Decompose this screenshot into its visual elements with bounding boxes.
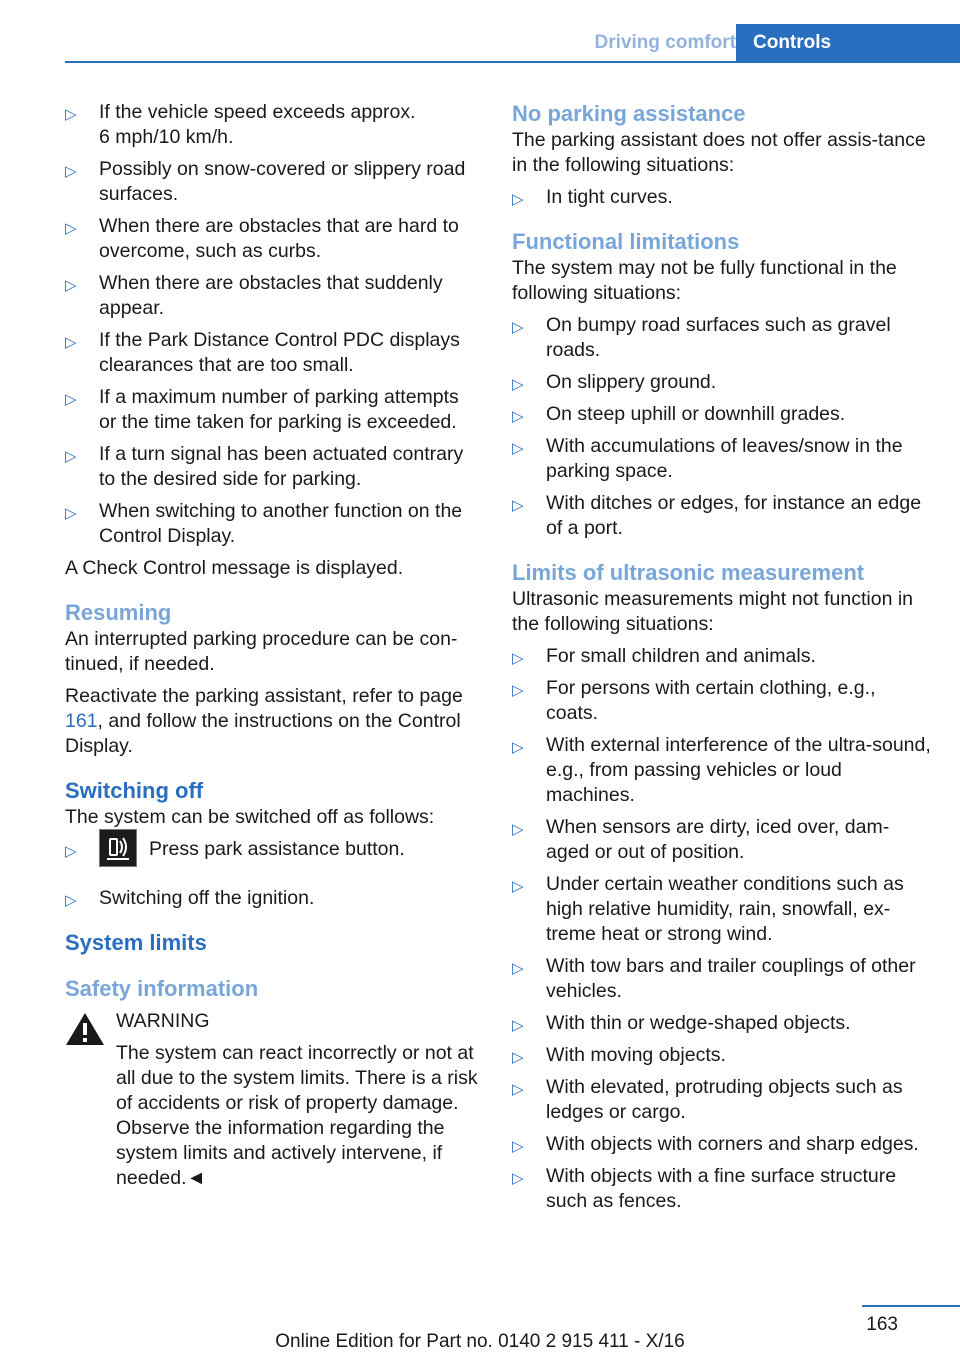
warning-triangle-icon <box>65 1011 105 1047</box>
list-item-text: With accumulations of leaves/snow in the parking space. <box>546 435 903 482</box>
warning-text <box>116 1041 479 1191</box>
right-column <box>512 100 932 1221</box>
list-item <box>65 328 479 378</box>
list-item-text: If a maximum number of parking attempts or the time taken for parking is exceeded. <box>99 386 459 433</box>
footer-rule <box>862 1305 960 1307</box>
triangle-right-icon: ▷ <box>512 408 524 425</box>
edition-footer: Online Edition for Part no. 0140 2 915 411 - X/16 <box>275 1331 685 1352</box>
resuming-text: An interrupted parking procedure can be con‐tinued, if needed. <box>65 628 458 675</box>
warning-block <box>65 1009 479 1191</box>
triangle-right-icon: ▷ <box>65 892 77 909</box>
list-item-text: When sensors are dirty, iced over, dam‐aged or out of position. <box>546 816 890 863</box>
list-item <box>512 402 932 427</box>
list-item <box>65 499 479 549</box>
triangle-right-icon: ▷ <box>512 440 524 457</box>
list-item-text: With elevated, protruding objects such as ledges or cargo. <box>546 1076 903 1123</box>
list-item <box>512 313 932 363</box>
list-item-text: If a turn signal has been actuated contrary to the desired side for parking. <box>99 443 464 490</box>
reactivate-text <box>65 684 479 759</box>
triangle-right-icon: ▷ <box>512 650 524 667</box>
left-column <box>65 100 479 1198</box>
list-item <box>512 185 932 210</box>
triangle-right-icon: ▷ <box>512 739 524 756</box>
list-item-text: On steep uphill or downhill grades. <box>546 403 846 425</box>
no-assist-intro: The parking assistant does not offer assis‐tance in the following situations: <box>512 129 926 176</box>
resuming-heading: Resuming <box>65 600 172 625</box>
list-item <box>65 442 479 492</box>
list-item-text: For persons with certain clothing, e.g., coats. <box>546 677 876 724</box>
cancel-conditions-list <box>65 100 479 549</box>
list-item <box>512 1011 932 1036</box>
triangle-right-icon: ▷ <box>65 391 77 408</box>
list-item <box>65 157 479 207</box>
section-title: Driving comfort <box>594 32 736 53</box>
list-item-text: With thin or wedge-shaped objects. <box>546 1012 851 1034</box>
park-assist-button-icon <box>99 829 137 867</box>
reactivate-text-before: Reactivate the parking assistant, refer to page <box>65 685 463 707</box>
warning-label: WARNING <box>116 1010 210 1032</box>
list-item <box>65 100 479 150</box>
triangle-right-icon: ▷ <box>512 497 524 514</box>
safety-heading: Safety information <box>65 976 259 1001</box>
list-item <box>512 954 932 1004</box>
list-item-text: Switching off the ignition. <box>99 887 315 909</box>
list-item <box>512 434 932 484</box>
system-limits-heading: System limits <box>65 930 207 955</box>
list-item <box>512 1075 932 1125</box>
list-item-text: If the vehicle speed exceeds approx. 6 mph/10 km/h. <box>99 101 416 148</box>
list-item-text: With external interference of the ultra‐sound, e.g., from passing vehicles or loud machines. <box>546 734 931 806</box>
triangle-right-icon: ▷ <box>512 1017 524 1034</box>
list-item <box>65 837 479 879</box>
ultrasonic-heading: Limits of ultrasonic measurement <box>512 560 865 585</box>
list-item-text: With objects with a fine surface structure such as fences. <box>546 1165 897 1212</box>
page-number: 163 <box>866 1314 898 1335</box>
list-item-text: On slippery ground. <box>546 371 717 393</box>
ultrasonic-list <box>512 644 932 1214</box>
triangle-right-icon: ▷ <box>512 376 524 393</box>
list-item-text: For small children and animals. <box>546 645 816 667</box>
triangle-right-icon: ▷ <box>512 1081 524 1098</box>
triangle-right-icon: ▷ <box>512 960 524 977</box>
list-item-text: If the Park Distance Control PDC displays clearances that are too small. <box>99 329 460 376</box>
header-rule <box>65 61 960 63</box>
triangle-right-icon: ▷ <box>65 334 77 351</box>
chapter-tab[interactable]: Controls <box>736 24 960 61</box>
list-item <box>512 1043 932 1068</box>
switching-off-heading: Switching off <box>65 778 204 803</box>
list-item-text: With ditches or edges, for instance an edge of a port. <box>546 492 922 539</box>
check-control-text: A Check Control message is displayed. <box>65 557 404 579</box>
triangle-right-icon: ▷ <box>512 191 524 208</box>
functional-intro: The system may not be fully functional in the following situations: <box>512 257 897 304</box>
list-item <box>65 385 479 435</box>
list-item-text: On bumpy road surfaces such as gravel roads. <box>546 314 891 361</box>
no-assist-list <box>512 185 932 210</box>
list-item <box>512 1132 932 1157</box>
triangle-right-icon: ▷ <box>65 106 77 123</box>
triangle-right-icon: ▷ <box>65 163 77 180</box>
list-item <box>65 214 479 264</box>
reactivate-text-after: , and follow the instructions on the Control Display. <box>65 710 461 757</box>
triangle-right-icon: ▷ <box>512 821 524 838</box>
functional-list <box>512 313 932 541</box>
triangle-right-icon: ▷ <box>512 319 524 336</box>
list-item <box>512 491 932 541</box>
button-instruction: Press park assistance button. <box>149 838 405 860</box>
triangle-right-icon: ▷ <box>512 878 524 895</box>
list-item-text: With objects with corners and sharp edges. <box>546 1133 919 1155</box>
list-item-text: With tow bars and trailer couplings of other vehicles. <box>546 955 916 1002</box>
triangle-right-icon: ▷ <box>512 1049 524 1066</box>
list-item-text: In tight curves. <box>546 186 673 208</box>
triangle-right-icon: ▷ <box>65 505 77 522</box>
triangle-right-icon: ▷ <box>65 277 77 294</box>
no-assist-heading: No parking assistance <box>512 101 746 126</box>
list-item <box>512 370 932 395</box>
list-item <box>65 886 479 911</box>
list-item <box>512 733 932 808</box>
list-item-text: Possibly on snow-covered or slippery road surfaces. <box>99 158 466 205</box>
triangle-right-icon: ▷ <box>65 220 77 237</box>
page-link[interactable]: 161 <box>65 710 98 732</box>
warning-text-body: The system can react incorrectly or not at all due to the system limits. There is a risk of accidents or risk of property damage. Observe the information regarding the system limits and actively intervene, if needed.◄ <box>116 1042 478 1189</box>
list-item <box>512 872 932 947</box>
list-item <box>65 271 479 321</box>
functional-heading: Functional limitations <box>512 229 740 254</box>
triangle-right-icon: ▷ <box>512 1170 524 1187</box>
triangle-right-icon: ▷ <box>65 843 77 860</box>
triangle-right-icon: ▷ <box>512 1138 524 1155</box>
list-item <box>512 644 932 669</box>
switching-off-list <box>65 837 479 911</box>
switching-off-intro: The system can be switched off as follows: <box>65 806 435 828</box>
list-item-text: When there are obstacles that are hard to overcome, such as curbs. <box>99 215 459 262</box>
list-item <box>512 1164 932 1214</box>
ultrasonic-intro: Ultrasonic measurements might not function in the following situations: <box>512 588 914 635</box>
list-item-text: Under certain weather conditions such as high relative humidity, rain, snowfall, ex‐treme heat or strong wind. <box>546 873 904 945</box>
list-item-text: When there are obstacles that suddenly appear. <box>99 272 443 319</box>
triangle-right-icon: ▷ <box>65 448 77 465</box>
list-item-text: With moving objects. <box>546 1044 726 1066</box>
list-item-text: When switching to another function on the Control Display. <box>99 500 463 547</box>
list-item <box>512 815 932 865</box>
list-item <box>512 676 932 726</box>
triangle-right-icon: ▷ <box>512 682 524 699</box>
